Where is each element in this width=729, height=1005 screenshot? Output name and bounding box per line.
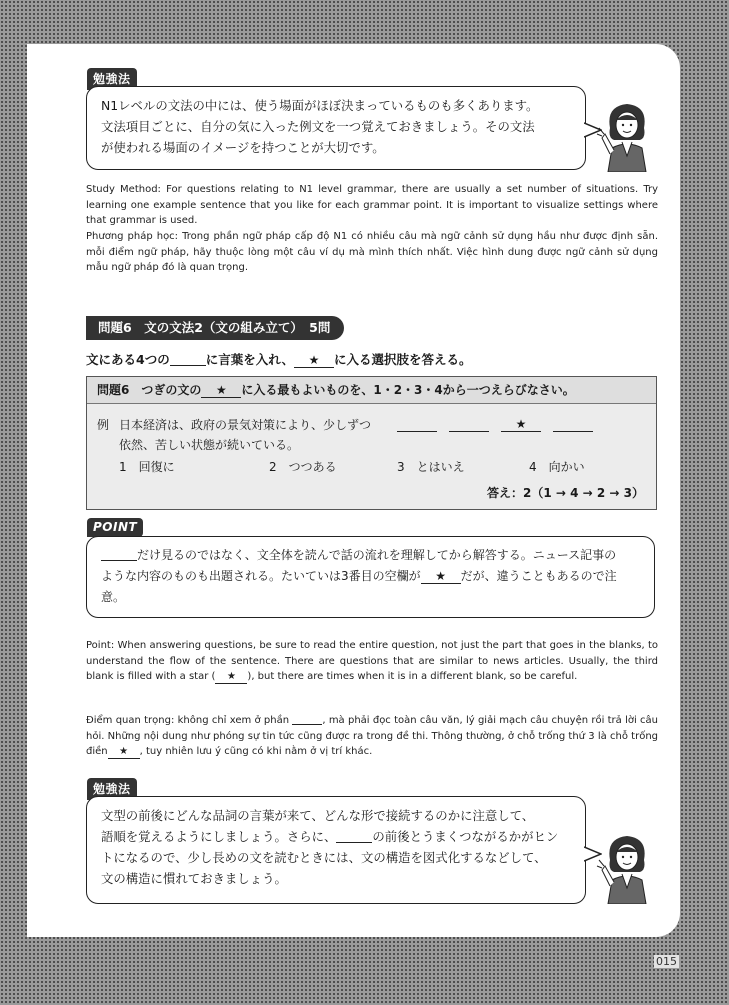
point-line-2 [101, 566, 642, 587]
study-method-tag-2: 勉強法 [87, 778, 137, 800]
point-en-part-b: ), but there are times when it is in a different blank, so be careful. [247, 671, 578, 682]
example-blank-2 [449, 417, 489, 432]
instr-part-a: 文にある4つの [86, 352, 170, 367]
point-tag: POINT [87, 518, 143, 537]
study2-line-1: 文型の前後にどんな品詞の言葉が来て、どんな形で接続するのかに注意して、 [101, 808, 535, 823]
instr-part-b: に言葉を入れ、 [205, 352, 294, 367]
option-4: 4 向かい [529, 460, 585, 474]
study2-line-3: トになるので、少し長めの文を読むときには、文の構造を図式化するなどして、 [101, 850, 547, 865]
study2-line-4: 文の構造に慣れておきましょう。 [101, 871, 287, 886]
star-blank: ★ [201, 383, 241, 398]
point-vi-part-c: , tuy nhiên lưu ý cũng có khi nằm ở vị trí khác. [139, 746, 373, 757]
option-3: 3 とはいえ [397, 460, 465, 474]
blank-line [170, 353, 206, 366]
point-line-1 [101, 545, 642, 566]
example-blank-1 [397, 417, 437, 432]
study-line-2: 文法項目ごとに、自分の気に入った例文を一つ覚えておきましょう。その文法 [101, 119, 535, 134]
question-header [87, 377, 656, 404]
point-bubble [86, 536, 655, 618]
point-vi-part-a: Điểm quan trọng: không chỉ xem ở phần [86, 715, 293, 726]
star-blank: ★ [421, 569, 461, 584]
example-line-2: 依然、苦しい状態が続いている。 [119, 438, 300, 452]
point-line-1-text: だけ見るのではなく、文全体を読んで話の流れを理解してから解答する。ニュース記事の [137, 548, 617, 562]
blank-line [336, 830, 372, 843]
option-1: 1 回復に [119, 460, 175, 474]
qhead-part-b: に入る最もよいものを、1・2・3・4から一つえらびなさい。 [241, 383, 575, 397]
point-vietnamese [86, 713, 658, 760]
point-vi-part-b: , mà phải đọc toàn câu văn, lý giải mạch câu chuyện rồi trả lời câu hỏi. Những nội dung như phóng sự tin tức cũng được ra trong đề thi. Thông thường, ở chỗ trống thứ 3 là chỗ trống điền [86, 715, 658, 757]
study2-line-2a: 語順を覚えるようにしましょう。さらに、 [101, 829, 337, 844]
point-line-2-text: ような内容のものも出題される。たいていは3番目の空欄が [101, 569, 421, 583]
instr-part-c: に入る選択肢を答える。 [333, 352, 472, 367]
option-2: 2 つつある [269, 460, 337, 474]
study-method-bubble [86, 86, 586, 170]
study-line-3: が使われる場面のイメージを持つことが大切です。 [101, 140, 385, 155]
star-blank: ★ [215, 671, 247, 684]
study2-line-2b: の前後とうまくつながるかがヒン [372, 829, 559, 844]
blank-line [101, 548, 137, 561]
example-label: 例 [97, 418, 110, 432]
qhead-part-a: 問題6 つぎの文の [97, 383, 202, 397]
study2-line-2 [101, 826, 573, 847]
study-method-tag: 勉強法 [87, 68, 137, 90]
point-english [86, 638, 658, 685]
page-number: 015 [656, 955, 677, 968]
study-method-vietnamese: Phương pháp học: Trong phần ngữ pháp cấp độ N1 có nhiều câu mà ngữ cảnh sử dụng hầu như được định sẵn. mỗi điểm ngữ pháp, hãy thuộc lòng một câu ví dụ mà mình thích nhất. Việc hình dung được ngữ cảnh sử dụng mẫu ngữ pháp đó là quan trọng. [86, 231, 658, 273]
study-method-english: Study Method: For questions relating to N1 level grammar, there are usually a set number of situations. Try learning one example sentence that you like for each grammar point. It is important to visualize settings where that grammar is used. [86, 184, 658, 226]
teacher-illustration-icon [596, 98, 658, 172]
answer-text: 答え：2（1 → 4 → 2 → 3） [487, 486, 644, 500]
example-line-1: 日本経済は、政府の景気対策により、少しずつ [119, 418, 372, 432]
section-title: 問題6 文の文法2（文の組み立て） 5問 [86, 316, 344, 340]
teacher-illustration-icon [596, 830, 658, 904]
star-blank: ★ [108, 746, 140, 759]
example-blank-4 [553, 417, 593, 432]
star-blank: ★ [294, 353, 334, 368]
example-blank-star: ★ [501, 417, 541, 432]
study-line-1: N1レベルの文法の中には、使う場面がほぼ決まっているものも多くあります。 [101, 98, 539, 113]
blank-line [292, 714, 322, 725]
study-method-bubble-2 [86, 796, 586, 904]
point-line-2-tail: だが、違うこともあるので注 [460, 569, 617, 583]
point-line-3: 意。 [101, 590, 126, 604]
question-box [86, 376, 657, 510]
point-en-part-a: Point: When answering questions, be sure to read the entire question, not just the part that goes in the blanks, to understand the flow of the sentence. There are questions that are similar to news articles. Usually, the third blank is filled with a star ( [86, 640, 658, 682]
section-instruction [86, 350, 471, 368]
